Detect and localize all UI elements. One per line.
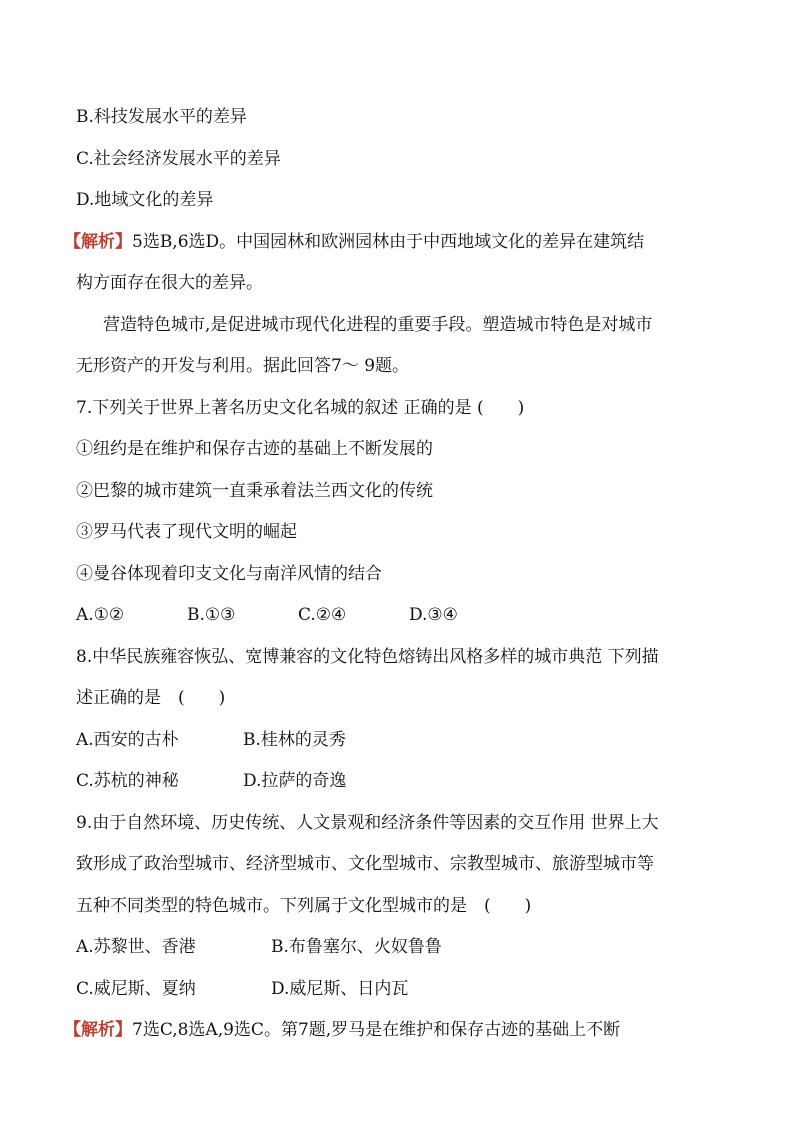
q8-option-a: A.西安的古朴 xyxy=(76,730,179,750)
intro-line-1: 营造特色城市,是促进城市现代化进程的重要手段。塑造城市特色是对城市 xyxy=(103,315,653,335)
q9-options-row-1 xyxy=(76,936,442,958)
q7-options xyxy=(76,604,458,626)
q9-option-a: A.苏黎世、香港 xyxy=(76,937,196,957)
intro-line-2: 无形资产的开发与利用。据此回答7～ 9题。 xyxy=(76,356,410,376)
q9-stem-line-1: 9.由于自然环境、历史传统、人文景观和经济条件等因素的交互作用 世界上大 xyxy=(76,813,659,833)
q9-options-row-2 xyxy=(76,978,408,1000)
q7-statement-4: ④曼谷体现着印支文化与南洋风情的结合 xyxy=(76,564,382,584)
q7-statement-1: ①纽约是在维护和保存古迹的基础上不断发展的 xyxy=(76,439,433,459)
q9-stem-line-2: 致形成了政治型城市、经济型城市、文化型城市、宗教型城市、旅游型城市等 xyxy=(76,854,654,874)
q7-option-b: B.①③ xyxy=(187,605,236,625)
q8-option-c: C.苏杭的神秘 xyxy=(76,771,179,791)
q7-option-a: A.①② xyxy=(76,605,125,625)
q7-option-c: C.②④ xyxy=(298,605,347,625)
q9-option-c: C.威尼斯、夏纳 xyxy=(76,979,196,999)
q8-options-row-2 xyxy=(76,770,346,792)
q6-option-b: B.科技发展水平的差异 xyxy=(76,107,247,127)
analysis-2-line-1 xyxy=(64,1019,620,1041)
q8-stem-line-1: 8.中华民族雍容恢弘、宽博兼容的文化特色熔铸出风格多样的城市典范 下列描 xyxy=(76,647,659,667)
analysis-1-line-1 xyxy=(64,231,644,253)
q6-option-c: C.社会经济发展水平的差异 xyxy=(76,149,281,169)
analysis-tag: 【解析】 xyxy=(64,232,132,252)
q8-options-row-1 xyxy=(76,729,346,751)
q8-stem-line-2: 述正确的是 ( ) xyxy=(76,688,226,708)
analysis-text: 7选C,8选A,9选C。第7题,罗马是在维护和保存古迹的基础上不断 xyxy=(132,1020,621,1040)
q8-option-d: D.拉萨的奇逸 xyxy=(243,771,347,791)
analysis-1-line-2: 构方面存在很大的差异。 xyxy=(76,273,263,293)
q9-option-d: D.威尼斯、日内瓦 xyxy=(271,979,409,999)
q7-stem: 7.下列关于世界上著名历史文化名城的叙述 正确的是 ( ) xyxy=(76,398,525,418)
q6-option-d: D.地域文化的差异 xyxy=(76,190,214,210)
q9-stem-line-3: 五种不同类型的特色城市。下列属于文化型城市的是 ( ) xyxy=(76,896,532,916)
q9-option-b: B.布鲁塞尔、火奴鲁鲁 xyxy=(271,937,442,957)
analysis-tag: 【解析】 xyxy=(64,1020,132,1040)
analysis-text: 5选B,6选D。中国园林和欧洲园林由于中西地域文化的差异在建筑结 xyxy=(132,232,645,252)
q8-option-b: B.桂林的灵秀 xyxy=(243,730,346,750)
q7-statement-3: ③罗马代表了现代文明的崛起 xyxy=(76,522,297,542)
q7-option-d: D.③④ xyxy=(409,605,458,625)
q7-statement-2: ②巴黎的城市建筑一直秉承着法兰西文化的传统 xyxy=(76,481,433,501)
